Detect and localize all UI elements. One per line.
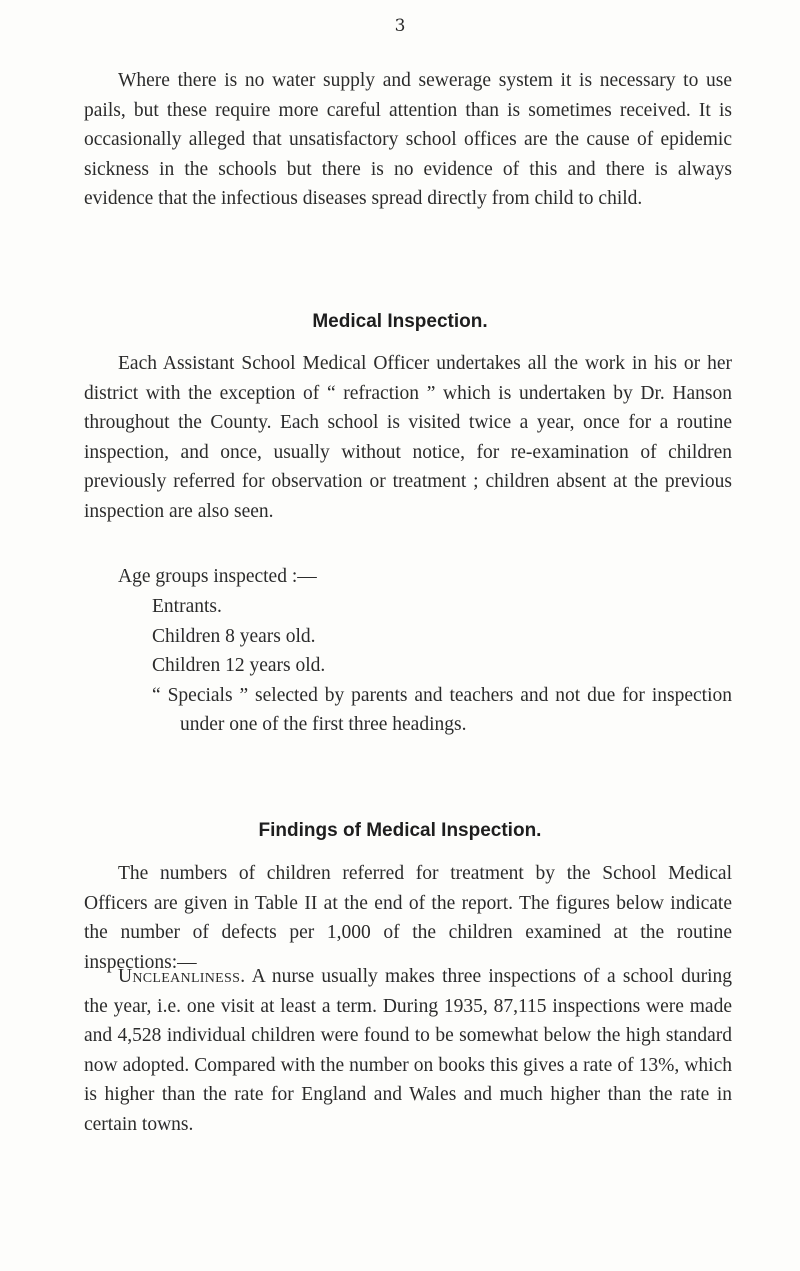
paragraph-water-supply: Where there is no water supply and sewerage system it is necessary to use pails, but these require more careful attention than is sometimes received. It is occasionally alleged that unsatisfactory school offices are the cause of epidemic sickness in the schools but there is no evidence of this and there is always evidence that the infectious diseases spread directly from child to child.: [84, 70, 732, 210]
paragraph-findings: The numbers of children referred for treatment by the School Medical Officers are given in Table II at the end of the report. The figures below indicate the number of defects per 1,000 of the children examined at the routine inspections:—: [84, 863, 732, 973]
list-item: Children 12 years old.: [152, 655, 326, 677]
age-groups-list: [152, 592, 732, 740]
heading-findings: Findings of Medical Inspection.: [258, 820, 542, 841]
uncleanliness-label: Uncleanliness.: [118, 966, 246, 987]
paragraph-medical-officers: Each Assistant School Medical Officer undertakes all the work in his or her district with the exception of “ refraction ” which is undertaken by Dr. Hanson throughout the County. Each school is visited twice a year, once for a routine inspection, and once, usually without notice, for re-examination of children previously referred for observation or treatment ; children absent at the previous inspection are also seen.: [84, 353, 732, 522]
uncleanliness-text: A nurse usually makes three inspections of a school during the year, i.e. one visit at least a term. During 1935, 87,115 inspections were made and 4,528 individual children were found to be somewhat below the high standard now adopted. Compared with the number on books this gives a rate of 13%, which is higher than the rate for England and Wales and much higher than the rate in certain towns.: [84, 966, 732, 1135]
heading-medical-inspection: Medical Inspection.: [312, 311, 488, 332]
list-item: Children 8 years old.: [152, 625, 316, 647]
page-number: 3: [394, 16, 406, 36]
age-groups-intro: Age groups inspected :—: [118, 566, 317, 587]
list-item: Entrants.: [152, 596, 222, 617]
paragraph-uncleanliness: [84, 962, 732, 1140]
list-item: “ Specials ” selected by parents and teachers and not due for inspection under one of the first three headings.: [152, 684, 732, 736]
